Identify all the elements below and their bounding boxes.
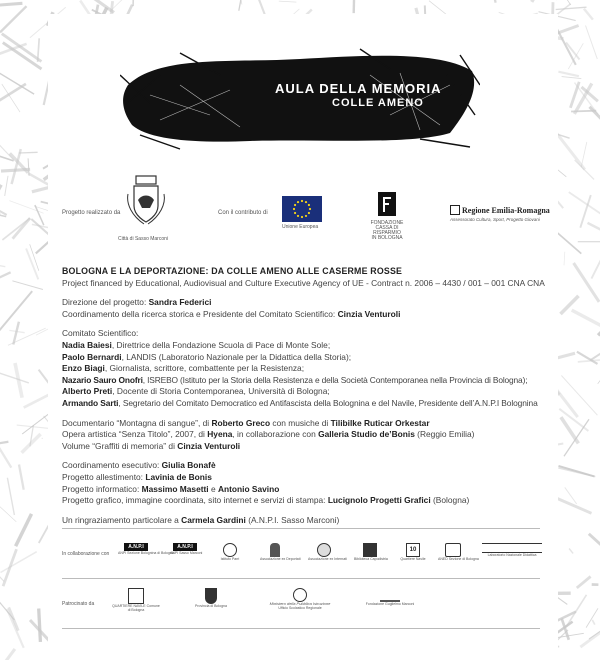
artwork-gallery: Galleria Studio de’Bonis	[318, 429, 415, 440]
region-logo	[450, 205, 550, 229]
partner-caption: Laboratorio Nazionale Didattica	[487, 553, 537, 557]
eu-star-icon	[308, 204, 310, 206]
graffiti-stroke	[1, 552, 37, 573]
partner-logo	[118, 543, 174, 555]
graffiti-stroke	[28, 158, 29, 175]
partner-logo	[218, 543, 242, 561]
coordination-label: Coordinamento della ricerca storica e Presidente del Comitato Scientifico:	[62, 308, 338, 319]
graffiti-stroke	[354, 0, 355, 13]
member-name: Armando Sarti	[62, 397, 119, 408]
member-role: , Giornalista, scrittore, combattente per la Resistenza;	[104, 363, 305, 374]
it-name-1: Massimo Masetti	[141, 483, 209, 494]
title-banner	[120, 45, 480, 150]
circle-emblem-icon	[223, 543, 237, 557]
member-name: Alberto Preti	[62, 386, 113, 397]
graffiti-stroke	[0, 262, 5, 267]
thanks-name: Carmela Gardini	[181, 514, 246, 525]
graffiti-stroke	[558, 468, 595, 477]
marconi-signature-icon	[380, 588, 400, 602]
graffiti-stroke	[0, 649, 15, 660]
graffiti-stroke	[555, 131, 585, 170]
graffiti-stroke	[19, 152, 38, 153]
graffiti-stroke	[39, 609, 41, 642]
seal-icon	[317, 543, 331, 557]
graffiti-stroke	[279, 1, 297, 2]
graffiti-stroke	[581, 142, 587, 167]
graffiti-stroke	[0, 442, 8, 444]
coordination-name: Cinzia Venturoli	[337, 308, 401, 319]
partner-caption: ANPI Sasso Marconi	[170, 551, 203, 555]
graffiti-stroke	[0, 196, 7, 215]
graphic-label: Progetto grafico, immagine coordinata, sito internet e servizi di stampa:	[62, 495, 328, 506]
eu-star-icon	[305, 201, 307, 203]
graffiti-stroke	[580, 622, 600, 647]
volume-text: Volume “Graffiti di memoria” di	[62, 440, 178, 451]
graffiti-stroke	[13, 218, 30, 239]
eu-star-icon	[297, 215, 299, 217]
patron-caption: QUARTIERE NAVILE Comune di Bologna	[112, 604, 160, 612]
partner-caption: Quartiere Navile	[400, 557, 426, 561]
graphic-location: (Bologna)	[430, 495, 470, 506]
partner-logo	[400, 543, 426, 561]
ministry-name: Ministero della Pubblica Istruzione	[269, 601, 331, 606]
region-mark-icon	[450, 205, 460, 215]
graffiti-stroke	[569, 549, 573, 554]
documentary-mid: con musiche di	[270, 417, 331, 428]
exec-name: Giulia Bonafè	[161, 460, 216, 471]
partner-logo	[170, 543, 203, 555]
partner-caption: Associazione ex Internati	[308, 557, 347, 561]
setup-line	[62, 472, 552, 484]
title-line-2: COLLE AMENO	[332, 97, 424, 109]
foundation-caption-1: FONDAZIONE	[370, 220, 404, 226]
graffiti-stroke	[588, 223, 600, 240]
committee-member	[62, 352, 552, 364]
eu-star-icon	[294, 212, 296, 214]
partner-logo	[354, 543, 386, 561]
documentary-line	[62, 418, 552, 430]
thanks-line	[62, 515, 552, 527]
graffiti-stroke	[592, 620, 595, 625]
patron-logos	[112, 588, 432, 622]
foundation-f-icon	[378, 192, 396, 216]
graffiti-stroke	[5, 176, 8, 196]
foundation-caption-3: IN BOLOGNA	[371, 235, 403, 241]
patron-logo	[112, 588, 160, 612]
graffiti-stroke	[564, 252, 565, 265]
partner-caption: ANED Sezione di Bologna	[438, 557, 479, 561]
direction-label: Direzione del progetto:	[62, 297, 149, 308]
graffiti-stroke	[561, 376, 597, 416]
volume-line	[62, 441, 552, 453]
graffiti-stroke	[12, 281, 43, 290]
member-name: Paolo Bernardi	[62, 351, 122, 362]
project-heading: BOLOGNA E LA DEPORTAZIONE: DA COLLE AMENO ALLE CASERME ROSSE	[62, 266, 403, 276]
coordination-line	[62, 309, 552, 321]
artwork-line	[62, 429, 552, 441]
committee-member	[62, 363, 552, 375]
exec-label: Coordinamento esecutivo:	[62, 460, 162, 471]
documentary-music: Tilibilke Ruticar Orkestar	[330, 417, 430, 428]
partner-logo	[480, 543, 544, 557]
foundation-caption-2: CASSA DI RISPARMIO	[373, 225, 401, 236]
eu-star-icon	[309, 208, 311, 210]
graffiti-stroke	[556, 26, 576, 65]
it-line	[62, 484, 552, 496]
patron-logo	[360, 588, 420, 606]
graffiti-stroke	[589, 534, 600, 558]
graffiti-stroke	[0, 272, 11, 288]
city-crest-logo	[118, 174, 169, 242]
graffiti-stroke	[0, 430, 11, 467]
graffiti-stroke	[19, 465, 24, 490]
graffiti-stroke	[590, 340, 600, 360]
patron-caption: Fondazione Guglielmo Marconi	[365, 602, 415, 606]
graffiti-stroke	[586, 26, 598, 60]
thanks-org: (A.N.P.I. Sasso Marconi)	[245, 514, 340, 525]
it-and: e	[208, 483, 218, 494]
eu-star-icon	[294, 204, 296, 206]
library-emblem-icon	[363, 543, 377, 557]
it-label: Progetto informatico:	[62, 483, 142, 494]
eu-star-icon	[305, 215, 307, 217]
graffiti-stroke	[590, 107, 600, 142]
eu-star-icon	[293, 208, 295, 210]
partner-caption: Associazione ex Deportati	[260, 557, 301, 561]
patron-caption: Provincia di Bologna	[195, 604, 227, 608]
eu-flag-icon	[282, 196, 322, 222]
member-role: , Direttrice della Fondazione Scuola di Pace di Monte Sole;	[111, 339, 331, 350]
graffiti-stroke	[0, 185, 1, 211]
graffiti-stroke	[584, 9, 593, 20]
graphic-name: Lucignolo Progetti Grafici	[327, 495, 431, 506]
patron-logo	[258, 588, 342, 610]
partner-caption: ANPI Sezione Bolognina di Bologna	[118, 551, 174, 555]
graffiti-stroke	[239, 0, 246, 11]
it-name-2: Antonio Savino	[217, 483, 280, 494]
collab-label: In collaborazione con	[62, 551, 110, 557]
portrait-icon	[270, 543, 280, 557]
member-name: Nadia Baiesi	[62, 339, 112, 350]
collab-logos	[118, 543, 548, 569]
eu-star-icon	[301, 216, 303, 218]
member-name: Enzo Biagi	[62, 363, 105, 374]
patron-logo	[190, 588, 232, 608]
foundation-logo	[362, 192, 412, 241]
crest-icon	[124, 174, 168, 226]
committee-member	[62, 386, 552, 398]
documentary-author: Roberto Greco	[211, 417, 271, 428]
patron-label: Patrocinato da	[62, 601, 95, 607]
divider-top	[62, 528, 540, 529]
committee-label: Comitato Scientifico:	[62, 328, 139, 339]
graffiti-stroke	[570, 82, 579, 108]
city-name: Città di Sasso Marconi	[118, 236, 169, 242]
graffiti-stroke	[0, 3, 22, 6]
member-role: , ISREBO (Istituto per la Storia della Resistenza e della Società Contemporanea nella Provincia di Bologna);	[142, 374, 528, 385]
eu-star-icon	[301, 200, 303, 202]
anpi-mark: A.N.P.I	[124, 543, 148, 551]
partner-logo	[308, 543, 347, 561]
committee-member	[62, 340, 552, 352]
graphic-line	[62, 495, 552, 507]
graffiti-stroke	[12, 149, 21, 184]
title-line-1: AULA DELLA MEMORIA	[275, 81, 442, 96]
region-subtitle: Assessorato Cultura, Sport, Progetto Giovani	[450, 217, 540, 222]
eu-logo	[282, 196, 324, 236]
funding-line: Project financed by Educational, Audiovisual and Culture Executive Agency of UE - Contract n. 2006 – 4430 / 001 – 001 CNA CNA	[62, 277, 545, 288]
graffiti-stroke	[7, 478, 14, 515]
graffiti-stroke	[0, 6, 27, 32]
graffiti-stroke	[0, 373, 29, 383]
graffiti-stroke	[572, 310, 600, 329]
artwork-author: Hyena	[207, 429, 233, 440]
contribution-label: Con il contributo di	[218, 210, 268, 216]
member-role: , LANDIS (Laboratorio Nazionale per la Didattica della Storia);	[121, 351, 352, 362]
graffiti-stroke	[16, 514, 32, 546]
graffiti-stroke	[558, 72, 579, 77]
graffiti-stroke	[532, 0, 546, 2]
artwork-mid: , in collaborazione con	[232, 429, 319, 440]
artwork-text: Opera artistica “Senza Titolo”, 2007, di	[62, 429, 208, 440]
thanks-text: Un ringraziamento particolare a	[62, 514, 182, 525]
member-role: , Docente di Storia Contemporanea, Università di Bologna;	[112, 386, 330, 397]
exec-line	[62, 460, 552, 472]
graffiti-stroke	[0, 291, 32, 330]
member-name: Nazario Sauro Onofri	[62, 374, 143, 385]
aned-emblem-icon	[445, 543, 461, 557]
direction-line	[62, 297, 552, 309]
divider-middle	[62, 578, 540, 579]
brush-stroke-banner	[120, 45, 480, 150]
eu-caption: Unione Europea	[282, 224, 319, 230]
graffiti-stroke	[556, 7, 587, 9]
quartiere-mark: 10	[406, 543, 420, 557]
setup-name: Lavinia de Bonis	[145, 471, 212, 482]
graffiti-stroke	[592, 259, 600, 279]
quartiere-emblem-icon	[128, 588, 144, 604]
graffiti-stroke	[566, 595, 587, 627]
committee-member	[62, 398, 552, 410]
realized-by-label: Progetto realizzato da	[62, 210, 121, 216]
member-role: , Segretario del Comitato Democratico ed Antifascista della Bolognina e del Navile, Presidente dell’A.N.P.I Bolognina	[118, 397, 538, 408]
anpi-mark: A.N.P.I	[173, 543, 197, 551]
region-name: Regione Emilia-Romagna	[462, 205, 550, 215]
graffiti-stroke	[0, 547, 4, 582]
patron-caption: Ufficio Scolastico Regionale	[278, 606, 322, 610]
province-crest-icon	[205, 588, 217, 604]
direction-name: Sandra Federici	[148, 297, 212, 308]
eu-star-icon	[297, 201, 299, 203]
artwork-location: (Reggio Emilia)	[414, 429, 475, 440]
credits-text	[62, 266, 552, 526]
graffiti-stroke	[586, 608, 598, 627]
graffiti-stroke	[9, 201, 43, 214]
graffiti-stroke	[546, 0, 571, 5]
landis-wordmark-icon	[482, 543, 542, 553]
partner-logo	[260, 543, 301, 561]
partner-logo	[438, 543, 479, 561]
graffiti-stroke	[577, 577, 591, 588]
partner-caption: Biblioteca Capodistria	[354, 557, 388, 561]
documentary-text: Documentario “Montagna di sangue”, di	[62, 417, 212, 428]
eu-star-icon	[308, 212, 310, 214]
partner-caption: Istituto Parri	[220, 557, 240, 561]
ministry-emblem-icon	[293, 588, 307, 602]
divider-bottom	[62, 628, 540, 629]
setup-label: Progetto allestimento:	[62, 471, 146, 482]
committee-member	[62, 375, 552, 387]
graffiti-stroke	[489, 0, 496, 3]
volume-author: Cinzia Venturoli	[177, 440, 241, 451]
graffiti-stroke	[575, 160, 594, 179]
